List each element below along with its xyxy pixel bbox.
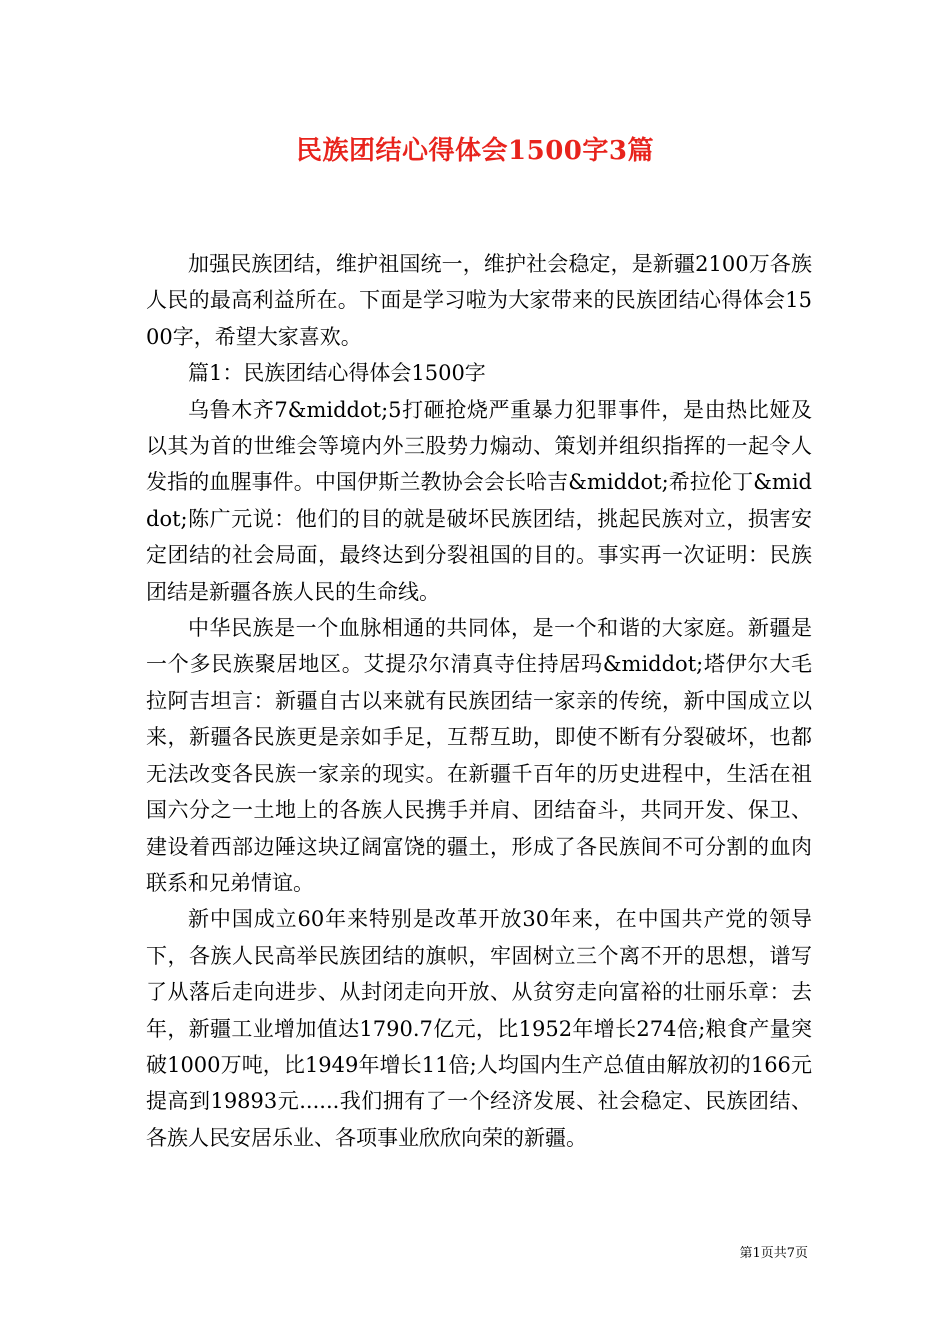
paragraph-intro: 加强民族团结，维护祖国统一，维护社会稳定，是新疆2100万各族人民的最高利益所在。下面是学习啦为大家带来的民族团结心得体会1500字，希望大家喜欢。: [146, 252, 812, 349]
paragraph-3: 新中国成立60年来特别是改革开放30年来，在中国共产党的领导下，各族人民高举民族团结的旗帜，牢固树立三个离不开的思想，谱写了从落后走向进步、从封闭走向开放、从贫穷走向富裕的壮丽乐章：去年，新疆工业增加值达1790.7亿元，比1952年增长274倍;粮食产量突破1000万吨，比1949年增长11倍;人均国内生产总值由解放初的166元提高到19893元......我们拥有了一个经济发展、社会稳定、民族团结、各族人民安居乐业、各项事业欣欣向荣的新疆。: [146, 907, 812, 1150]
page-title: 民族团结心得体会1500字3篇: [296, 136, 654, 166]
paragraph-2: 中华民族是一个血脉相通的共同体，是一个和谐的大家庭。新疆是一个多民族聚居地区。艾提尕尔清真寺住持居玛&middot;塔伊尔大毛拉阿吉坦言：新疆自古以来就有民族团结一家亲的传统，新中国成立以来，新疆各民族更是亲如手足，互帮互助，即使不断有分裂破坏，也都无法改变各民族一家亲的现实。在新疆千百年的历史进程中，生活在祖国六分之一土地上的各族人民携手并肩、团结奋斗，共同开发、保卫、建设着西部边陲这块辽阔富饶的疆土，形成了各民族间不可分割的血肉联系和兄弟情谊。: [146, 616, 812, 895]
section-heading-1: 篇1：民族团结心得体会1500字: [188, 361, 486, 386]
page-number-footer: 第1页共7页: [739, 1246, 808, 1261]
document-body: [146, 246, 812, 1156]
paragraph-1: 乌鲁木齐7&middot;5打砸抢烧严重暴力犯罪事件，是由热比娅及以其为首的世维会等境内外三股势力煽动、策划并组织指挥的一起令人发指的血腥事件。中国伊斯兰教协会会长哈吉&middot;希拉伦丁&middot;陈广元说：他们的目的就是破坏民族团结，挑起民族对立，损害安定团结的社会局面，最终达到分裂祖国的目的。事实再一次证明：民族团结是新疆各族人民的生命线。: [146, 397, 812, 604]
